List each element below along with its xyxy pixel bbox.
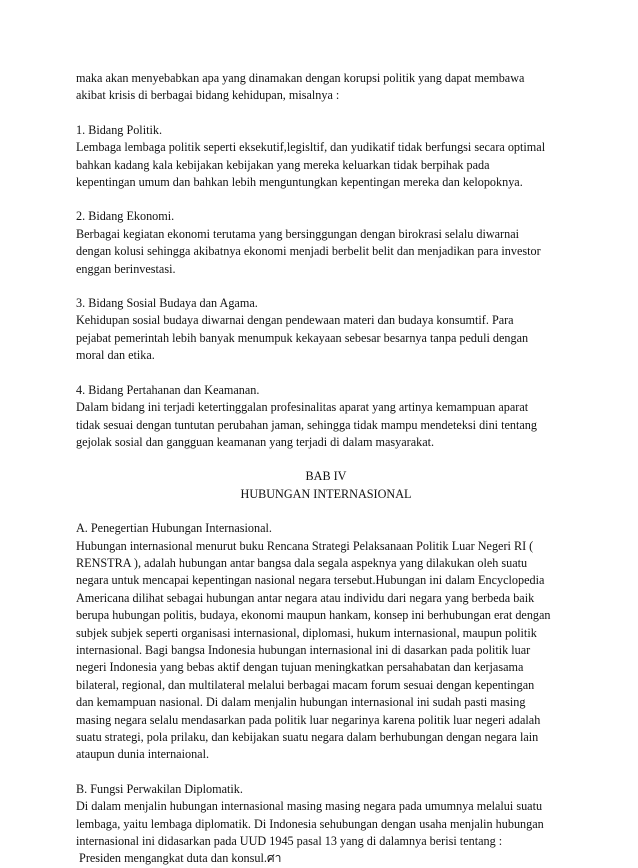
- text-line: negara untuk mencapai kepentingan nasional negara tersebut.Hubungan ini dalam Encyclopedia: [76, 573, 545, 588]
- text-line: Dalam bidang ini terjadi ketertinggalan profesinalitas aparat yang artinya kemampuan aparat: [76, 400, 529, 415]
- text-line: Berbagai kegiatan ekonomi terutama yang bersinggungan dengan birokrasi selalu diwarnai: [76, 226, 520, 241]
- section-heading: A. Penegertian Hubungan Internasional.: [76, 521, 272, 536]
- text-line: Hubungan internasional menurut buku Rencana Strategi Pelaksanaan Politik Luar Negeri RI (: [76, 538, 534, 553]
- text-line: berupa hubungan politis, budaya, ekonomi maupun hankam, konsep ini berhubungan erat dengan: [76, 608, 551, 623]
- text-line: bilateral, regional, dan multilateral melalui berbagai macam forum sesuai dengan kepentingan: [76, 677, 535, 692]
- section-heading: 3. Bidang Sosial Budaya dan Agama.: [76, 296, 258, 311]
- text-line: subjek subjek seperti organisasi internasional, diplomasi, hukum internasional, maupun politik: [76, 625, 537, 640]
- text-line: lembaga, yaitu lembaga diplomatik. Di Indonesia sehubungan dengan usaha menjalin hubungan: [76, 816, 544, 831]
- text-line: RENSTRA ), adalah hubungan antar bangsa dala segala aspeknya yang dilakukan oleh suatu: [76, 555, 528, 570]
- section-a: [76, 520, 576, 764]
- document-body: [76, 70, 576, 868]
- text-line: internasional. Bagi bangsa Indonesia hubungan internasional ini di dasarkan pada politik luar: [76, 642, 531, 657]
- text-line: tidak sesuai dengan tuntutan perubahan jaman, sehingga tidak mampu mendeteksi dini tentang: [76, 417, 537, 432]
- text-line: ataupun dunia internaional.: [76, 747, 210, 762]
- chapter-title: HUBUNGAN INTERNASIONAL: [240, 486, 412, 501]
- section-politik: [76, 122, 576, 192]
- text-line: maka akan menyebabkan apa yang dinamakan dengan korupsi politik yang dapat membawa: [76, 71, 525, 85]
- text-line: bahkan kadang kala kebijakan kebijakan yang mereka keluarkan tidak berpihak pada: [76, 157, 490, 172]
- text-line: dan kemampuan nasional. Di dalam menjalin hubungan internasional ini sudah pasti masing: [76, 695, 526, 710]
- text-line: akibat krisis di berbagai bidang kehidupan, misalnya :: [76, 88, 340, 103]
- text-line: Kehidupan sosial budaya diwarnai dengan pendewaan materi dan budaya konsumtif. Para: [76, 313, 514, 328]
- section-pertahanan: [76, 382, 576, 452]
- text-line: moral dan etika.: [76, 348, 155, 363]
- text-line: Americana dilihat sebagai hubungan antar negara atau individu dari negara yang berbeda baik: [76, 590, 535, 605]
- section-sosial-budaya: [76, 295, 576, 365]
- text-line: Di dalam menjalin hubungan internasional masing masing negara pada umumnya melalui suatu: [76, 799, 543, 814]
- section-heading: 4. Bidang Pertahanan dan Keamanan.: [76, 382, 260, 397]
- text-line: gejolak sosial dan gangguan keamanan yang terjadi di dalam masyarakat.: [76, 434, 435, 449]
- section-heading: 2. Bidang Ekonomi.: [76, 209, 175, 224]
- intro-paragraph: [76, 70, 576, 105]
- text-line: kepentingan umum dan bahkan lebih menguntungkan kepentingan mereka dan kelopoknya.: [76, 175, 523, 190]
- text-line: suatu strategi, pola prilaku, dan kebijakan suatu negara dalam berhubungan dengan negara lain: [76, 730, 539, 744]
- text-line: Lembaga lembaga politik seperti eksekutif,legisltif, dan yudikatif tidak berfungsi secara optimal: [76, 140, 546, 155]
- text-line: Presiden mengangkat duta dan konsul.ศา: [76, 851, 282, 866]
- text-line: masing negara selalu mendasarkan pada politik luar negarinya karena politik luar negeri adalah: [76, 712, 541, 727]
- section-ekonomi: [76, 208, 576, 278]
- text-line: negeri Indonesia yang bebas aktif dengan tujuan meningkatkan persahabatan dan kerjasama: [76, 660, 524, 675]
- text-line: pejabat pemerintah lebih banyak menumpuk kekayaan sebesar besarnya tanpa peduli dengan: [76, 330, 529, 345]
- text-line: internasional ini didasarkan pada UUD 1945 pasal 13 yang di dalamnya berisi tentang :: [76, 834, 503, 849]
- text-line: enggan berinvestasi.: [76, 261, 176, 276]
- text-line: dengan kolusi sehingga akibatnya ekonomi menjadi berbelit belit dan menjadikan para investor: [76, 244, 541, 259]
- section-heading: B. Fungsi Perwakilan Diplomatik.: [76, 781, 243, 796]
- section-heading: 1. Bidang Politik.: [76, 122, 162, 137]
- chapter-number: BAB IV: [305, 469, 347, 484]
- section-b: [76, 781, 576, 868]
- chapter-heading: [76, 468, 576, 503]
